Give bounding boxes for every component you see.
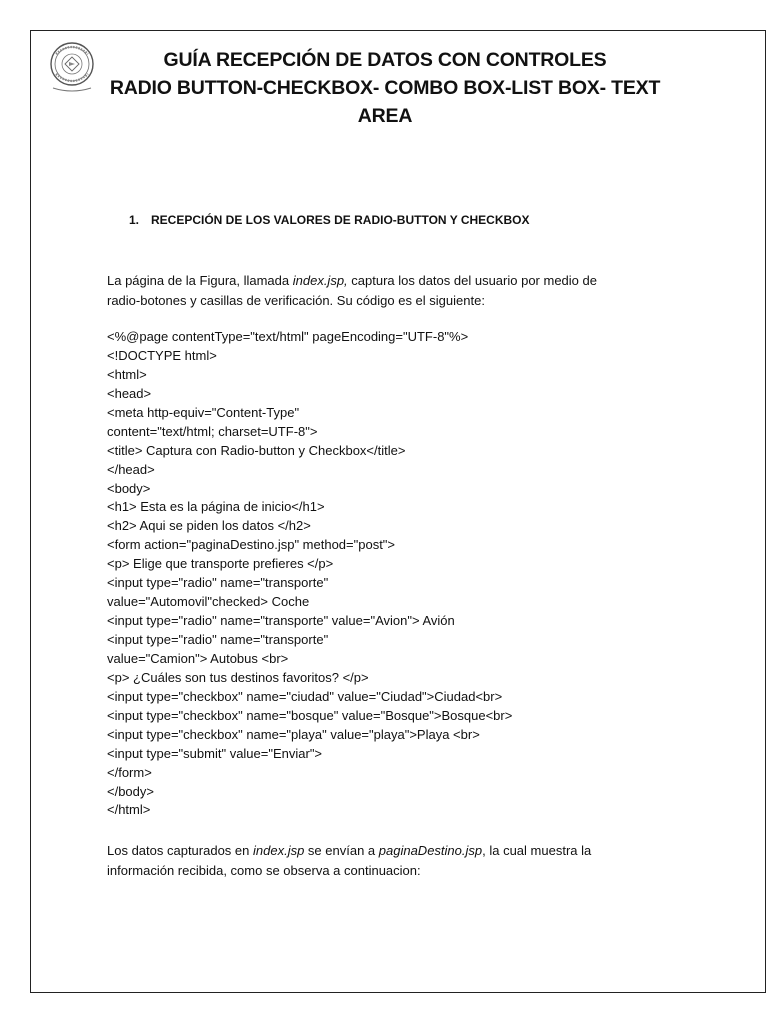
intro-filename: index.jsp, xyxy=(292,273,348,288)
code-line: <input type="checkbox" name="bosque" value="Bosque">Bosque<br> xyxy=(107,707,513,723)
code-line: <head> xyxy=(107,385,152,401)
code-line: <input type="radio" name="transporte" value="Avion"> Avión xyxy=(107,613,455,629)
outro-text-1: Los datos capturados en xyxy=(107,843,253,858)
code-line: <input type="submit" value="Enviar"> xyxy=(107,745,323,761)
code-line: </body> xyxy=(107,783,154,799)
code-line: <input type="checkbox" name="playa" value="playa">Playa <br> xyxy=(107,726,480,742)
code-line: <h1> Esta es la página de inicio</h1> xyxy=(107,499,325,515)
code-line: <input type="radio" name="transporte" xyxy=(107,632,329,647)
document-title xyxy=(100,46,670,130)
intro-paragraph xyxy=(107,271,667,310)
university-seal-logo xyxy=(48,38,96,94)
code-line: <form action="paginaDestino.jsp" method="post"> xyxy=(107,537,396,553)
code-line: content="text/html; charset=UTF-8"> xyxy=(107,423,318,439)
code-line: <p> Elige que transporte prefieres </p> xyxy=(107,556,334,572)
code-line: <h2> Aqui se piden los datos </h2> xyxy=(107,518,311,534)
code-line: <input type="checkbox" name="ciudad" value="Ciudad">Ciudad<br> xyxy=(107,688,503,704)
section-number: 1. xyxy=(129,213,140,227)
outro-paragraph xyxy=(107,841,667,880)
code-line: value="Automovil"checked> Coche xyxy=(107,594,310,610)
code-listing xyxy=(107,328,512,820)
code-line: </form> xyxy=(107,764,152,780)
section-heading xyxy=(129,210,530,230)
section-title: RECEPCIÓN DE LOS VALORES DE RADIO-BUTTON Y CHECKBOX xyxy=(151,213,530,227)
outro-text-2: se envían a xyxy=(304,843,379,858)
code-line: <p> ¿Cuáles son tus destinos favoritos? </p> xyxy=(107,669,369,685)
code-line: </html> xyxy=(107,802,151,818)
outro-filename-1: index.jsp xyxy=(253,843,305,858)
intro-text-1: La página de la Figura, llamada xyxy=(107,273,293,288)
title-line-2: RADIO BUTTON-CHECKBOX- COMBO BOX-LIST BOX- TEXT xyxy=(109,77,661,99)
code-line: </head> xyxy=(107,461,155,477)
intro-line-1 xyxy=(107,271,667,291)
code-line: <%@page contentType="text/html" pageEncoding="UTF-8"%> xyxy=(107,329,469,344)
title-line-1: GUÍA RECEPCIÓN DE DATOS CON CONTROLES xyxy=(163,49,607,71)
outro-filename-2: paginaDestino.jsp xyxy=(378,843,483,858)
title-line-3: AREA xyxy=(357,105,413,127)
intro-text-2: captura los datos del usuario por medio de xyxy=(347,273,597,288)
code-line: <title> Captura con Radio-button y Checkbox</title> xyxy=(107,442,406,458)
code-line: <!DOCTYPE html> xyxy=(107,347,217,363)
code-line: <body> xyxy=(107,480,151,496)
outro-text-3: , la cual muestra la xyxy=(482,843,592,858)
outro-line-1 xyxy=(107,841,667,861)
code-line: value="Camion"> Autobus <br> xyxy=(107,650,289,666)
code-line: <meta http-equiv="Content-Type" xyxy=(107,404,300,420)
outro-line-2: información recibida, como se observa a continuacion: xyxy=(107,862,421,878)
intro-line-2: radio-botones y casillas de verificación. Su código es el siguiente: xyxy=(107,292,485,308)
code-line: <html> xyxy=(107,366,147,382)
code-line: <input type="radio" name="transporte" xyxy=(107,575,329,591)
